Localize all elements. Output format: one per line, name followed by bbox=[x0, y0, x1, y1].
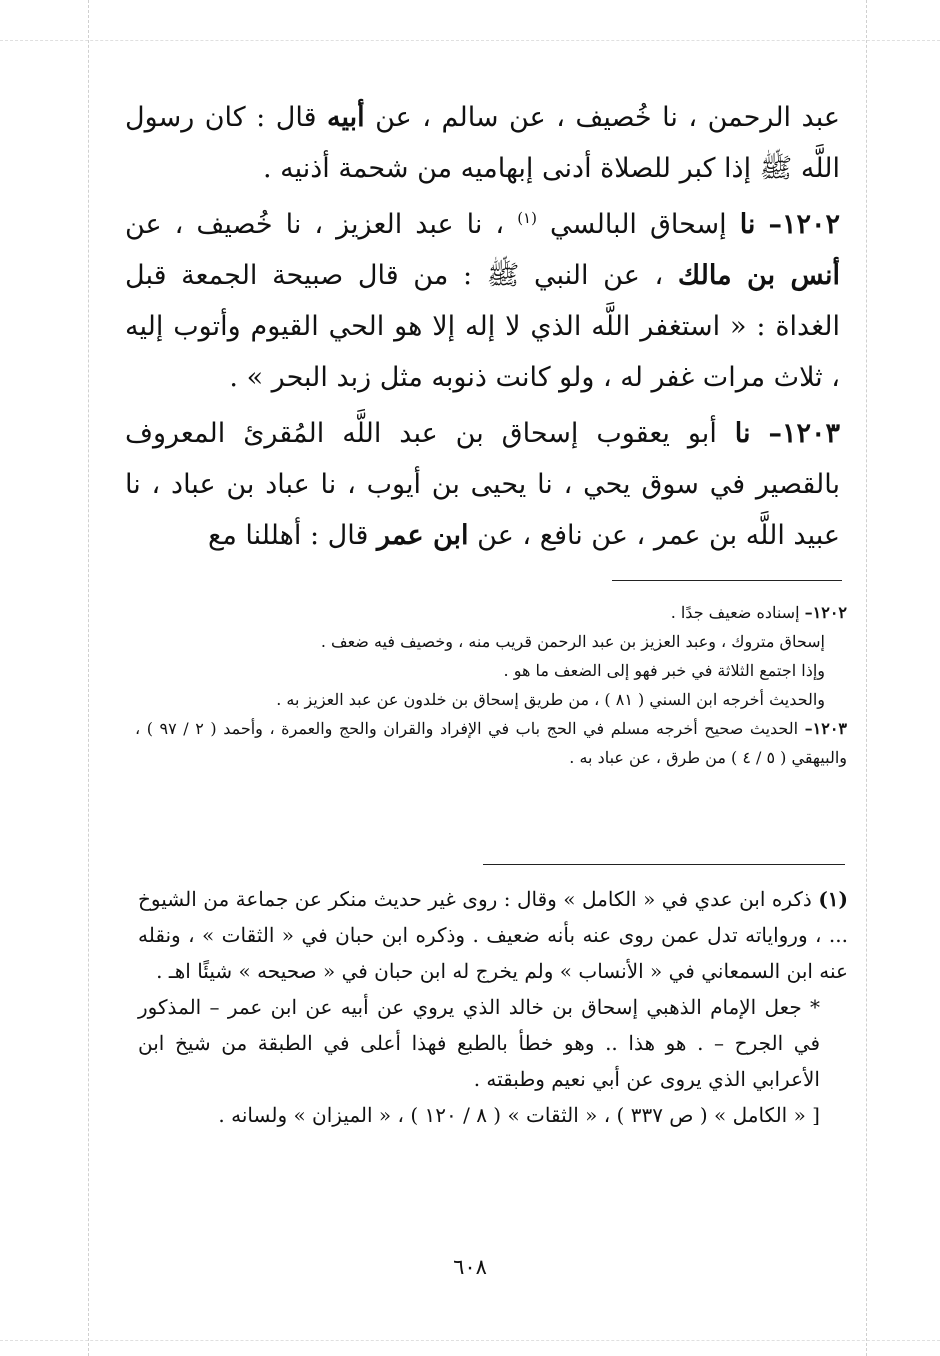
main-text bbox=[125, 92, 840, 561]
hadith-number: ١٢٠٢– bbox=[768, 209, 840, 240]
page-number: ٦٠٨ bbox=[453, 1255, 487, 1279]
companion-name: ابن عمر bbox=[376, 520, 469, 551]
scan-margin-guide-right bbox=[866, 0, 867, 1356]
scan-margin-guide-bottom bbox=[0, 1340, 940, 1341]
footnote-reference: (١) bbox=[517, 209, 537, 227]
companion-name: أنس بن مالك bbox=[677, 260, 840, 291]
hadith-1202: ١٢٠٢– نا إسحاق البالسي $^{(١)}$ ، نا عبد العزيز ، نا خُصيف ، عن أنس بن مالك ، عن النبي ﷺ : من قال صبيحة الجمعة قبل الغداة : « استغفر اللَّه الذي لا إله إلا هو الحي القيوم وأتوب إليه ، ثلاث مرات غفر له ، ولو كانت ذنوبه مثل زبد البحر » . bbox=[125, 209, 840, 393]
section-divider bbox=[612, 580, 842, 581]
footnote-divider bbox=[483, 864, 845, 865]
footnote-references: [ « الكامل » ( ص ٣٣٧ ) ، « الثقات » ( ٨ / ١٢٠ ) ، « الميزان » ولسانه . bbox=[218, 1103, 820, 1127]
scan-margin-guide-top bbox=[0, 40, 940, 41]
footnote-marker: (١) bbox=[818, 887, 849, 911]
hadith-number: ١٢٠٣– bbox=[768, 418, 840, 449]
note-1202-line: إسحاق متروك ، وعبد العزيز بن عبد الرحمن قريب منه ، وخصيف فيه ضعف . bbox=[320, 632, 825, 651]
scan-margin-guide-left bbox=[88, 0, 89, 1356]
commentary-notes bbox=[135, 598, 847, 772]
note-1203: ١٢٠٣– الحديث صحيح أخرجه مسلم في الحج باب في الإفراد والقران والحج والعمرة ، وأحمد ( ٢ / ٩٧ ) ، والبيهقي ( ٥ / ٤ ) من طرق ، عن عباد به . bbox=[135, 719, 848, 767]
footnote-paragraph: (١) ذكره ابن عدي في « الكامل » وقال : روى غير حديث منكر عن جماعة من الشيوخ ... ، ورواياته تدل عمن روى عنه بأنه ضعيف . وذكره ابن حبان في « الثقات » ، ونقله عنه ابن السمعاني في « الأنساب » ولم يخرج له ابن حبان في « صحيحه » شيئًا اهـ . bbox=[138, 887, 849, 983]
hadith-1203: ١٢٠٣– نا أبو يعقوب إسحاق بن عبد اللَّه المُقرئ المعروف بالقصير في سوق يحي ، نا يحيى بن أيوب ، نا عباد بن عباد ، نا عبيد اللَّه بن عمر ، عن نافع ، عن ابن عمر قال : أهللنا مع bbox=[125, 418, 840, 551]
footnote-paragraph: * جعل الإمام الذهبي إسحاق بن خالد الذي يروي عن أبيه عن ابن عمر – المذكور في الجرح – . هو هذا .. وهو خطأ بالطبع فهذا أعلى في الطبقة من شيخ ابن الأعرابي الذي يروى عن أبي نعيم وطبقته . bbox=[138, 995, 820, 1091]
note-1202-line: وإذا اجتمع الثلاثة في خبر فهو إلى الضعف ما هو . bbox=[503, 661, 825, 680]
note-1202-heading: ١٢٠٢– إسناده ضعيف جدًا . bbox=[670, 603, 847, 622]
footnote-section bbox=[138, 881, 848, 1133]
note-1202-line: والحديث أخرجه ابن السني ( ٨١ ) ، من طريق إسحاق بن خلدون عن عبد العزيز به . bbox=[276, 690, 825, 709]
paragraph-continuation: عبد الرحمن ، نا خُصيف ، عن سالم ، عن أبيه قال : كان رسول اللَّه ﷺ إذا كبر للصلاة أدنى إبهاميه من شحمة أذنيه . bbox=[125, 102, 840, 184]
narrator-name: أبيه bbox=[326, 102, 365, 133]
